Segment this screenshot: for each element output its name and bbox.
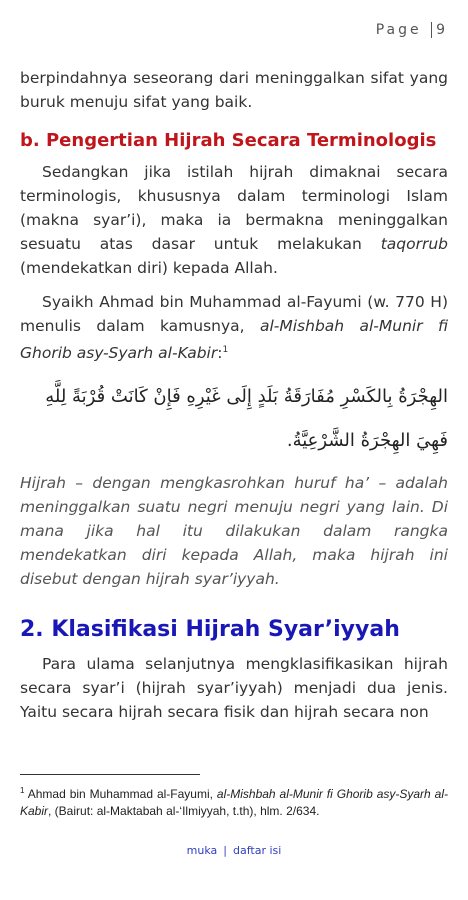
arabic-quote: الهِجْرَةُ بِالكَسْرِ مُفَارَقَةُ بَلَدٍ إِلَى غَيْرِهِ فَإِنْ كَانَتْ قُرْبَةً لِلَّهِ فَهِيَ الهِجْرَةُ الشَّرْعِيَّةُ.: [45, 386, 448, 452]
page-separator: [431, 22, 432, 38]
footnote-book-title: al-Mishbah al-Munir fi Ghorib asy-Syarh al-Kabir: [20, 787, 448, 818]
bottom-nav: [0, 844, 468, 857]
paragraph-classification: Para ulama selanjutnya mengklasifikasikan hijrah secara syar’i (hijrah syar’iyyah) menjadi dua jenis. Yaitu secara hijrah secara fisik dan hijrah secara non: [20, 655, 448, 722]
toc-link[interactable]: daftar isi: [233, 844, 282, 857]
page-header: [376, 22, 448, 38]
paragraph-text: :: [217, 344, 223, 363]
page-number: 9: [436, 22, 448, 38]
footnote-text: Ahmad bin Muhammad al-Fayumi,: [24, 787, 217, 801]
page-label: Page: [375, 22, 422, 38]
subheading-terminology: b. Pengertian Hijrah Secara Terminologis: [20, 130, 437, 151]
section-heading-classification: 2. Klasifikasi Hijrah Syar’iyyah: [20, 617, 400, 643]
translation-quote: Hijrah – dengan mengkasrohkan huruf ha’ – adalah meninggalkan suatu negri menuju negri yang lain. Di mana jika hal itu dilakukan dalam rangka mendekatkan diri kepada Allah, maka hijrah ini disebut dengan hijrah syar’iyyah.: [20, 474, 448, 589]
paragraph-italic-term: taqorrub: [380, 235, 448, 253]
footnote-ref[interactable]: 1: [222, 345, 229, 355]
paragraph-text: (mendekatkan diri) kepada Allah.: [20, 259, 278, 277]
footnote-divider: [20, 774, 200, 775]
paragraph-terminology: [20, 160, 448, 280]
book-title: al-Mishbah al-Munir fi Ghorib asy-Syarh al-Kabir: [20, 317, 448, 363]
home-link[interactable]: muka: [186, 844, 218, 857]
paragraph-text: Syaikh Ahmad bin Muhammad al-Fayumi (w. 770 H) menulis dalam kamusnya,: [20, 293, 448, 335]
nav-separator: |: [223, 844, 227, 857]
intro-paragraph: berpindahnya seseorang dari meninggalkan sifat yang buruk menuju sifat yang baik.: [20, 69, 448, 111]
footnote: [20, 782, 448, 820]
footnote-number: 1: [20, 786, 25, 795]
page-content: [20, 66, 448, 724]
paragraph-text: Sedangkan jika istilah hijrah dimaknai secara terminologis, khususnya dalam terminologi Islam (makna syar’i), maka ia bermakna meninggalkan sesuatu atas dasar untuk melakukan: [20, 163, 448, 253]
footnote-text: , (Bairut: al-Maktabah al-‘Ilmiyyah, t.th), hlm. 2/634.: [48, 804, 320, 818]
paragraph-fayumi: [20, 290, 448, 365]
